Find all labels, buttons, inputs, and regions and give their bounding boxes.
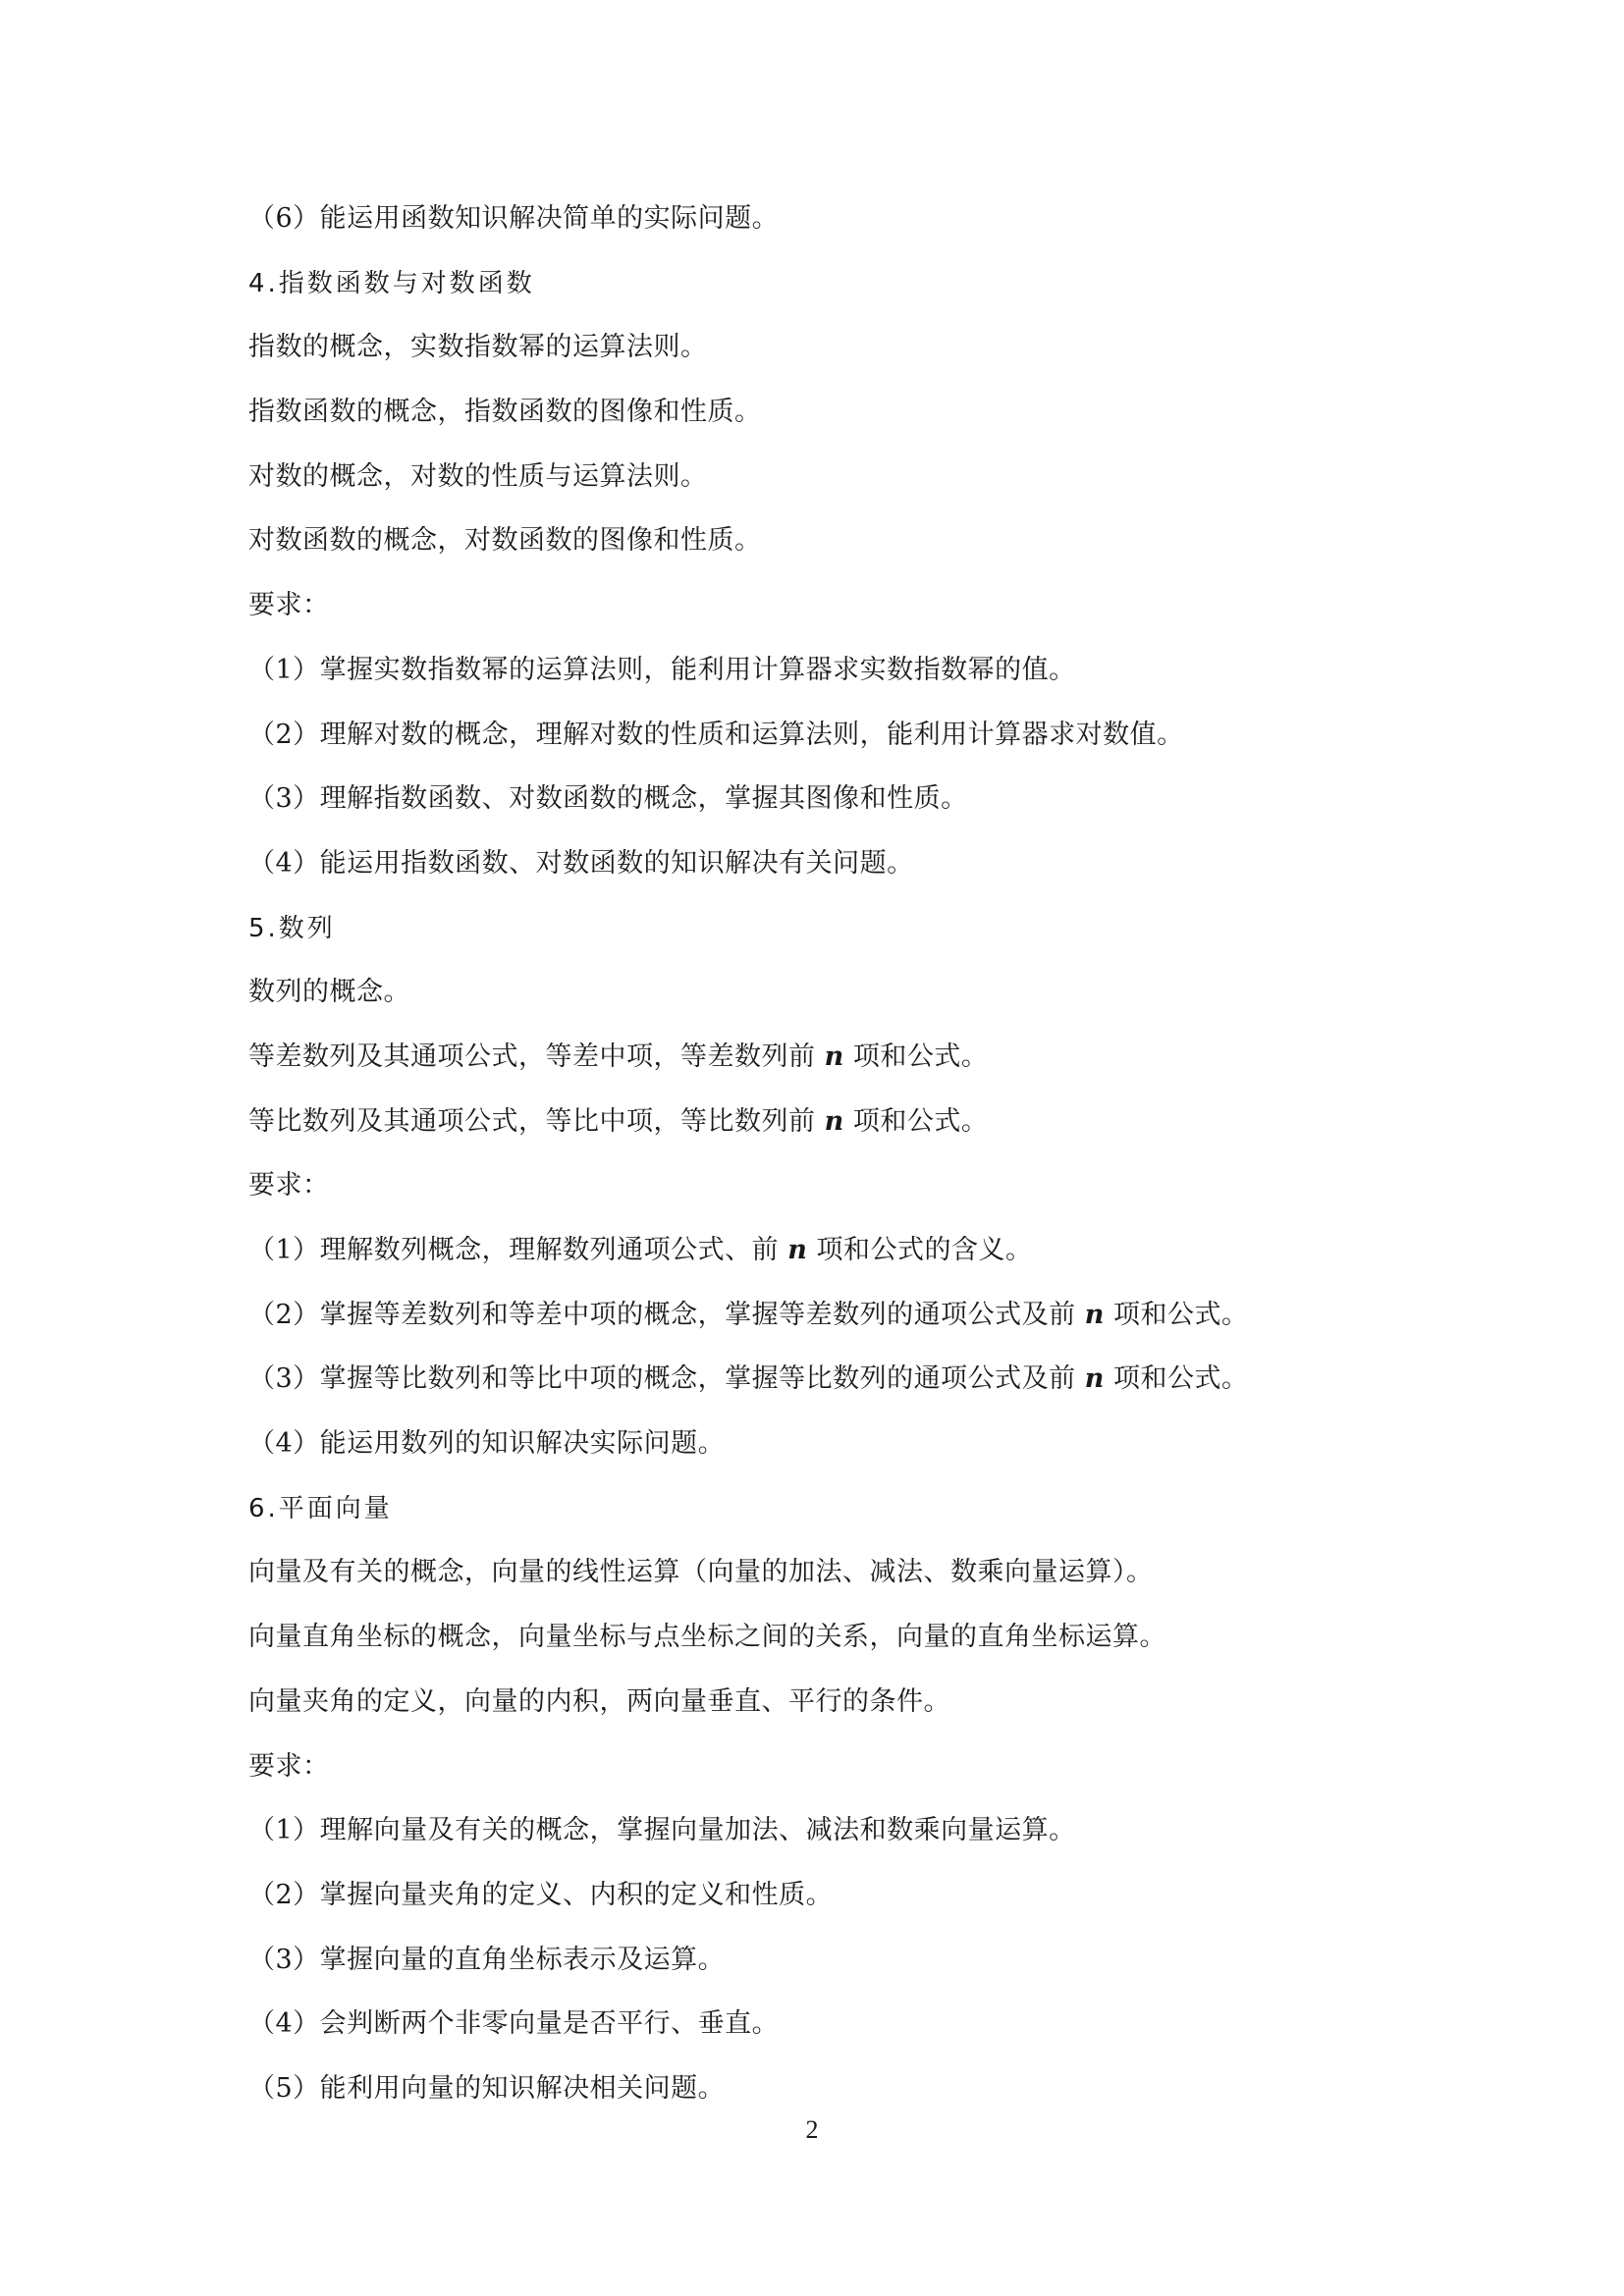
requirement-item	[248, 1301, 1407, 1330]
paragraph-line: 指数函数的概念，指数函数的图像和性质。	[248, 397, 762, 428]
requirement-item: （1）理解向量及有关的概念，掌握向量加法、减法和数乘向量运算。	[248, 1815, 1076, 1846]
page-number: 2	[805, 2115, 819, 2144]
requirement-item: （4）会判断两个非零向量是否平行、垂直。	[248, 2008, 780, 2040]
paragraph-line: 要求：	[248, 1170, 330, 1201]
line-text-after: 项和公式。	[1104, 1363, 1249, 1395]
paragraph-line: 对数函数的概念，对数函数的图像和性质。	[248, 525, 762, 557]
requirement-item: （2）掌握向量夹角的定义、内积的定义和性质。	[248, 1879, 834, 1910]
line-text-after: 项和公式的含义。	[807, 1235, 1033, 1265]
section-heading: 4.指数函数与对数函数	[248, 268, 535, 298]
requirement-item: （3）掌握向量的直角坐标表示及运算。	[248, 1944, 726, 1975]
math-variable: n	[824, 1105, 844, 1137]
line-text-after: 项和公式。	[1104, 1299, 1249, 1330]
math-variable: n	[1084, 1299, 1105, 1330]
paragraph-line: 对数的概念，对数的性质与运算法则。	[248, 460, 708, 492]
line-text-after: 项和公式。	[843, 1105, 989, 1137]
paragraph-line: 指数的概念，实数指数幂的运算法则。	[248, 332, 708, 363]
requirement-item: （4）能运用指数函数、对数函数的知识解决有关问题。	[248, 847, 914, 879]
paragraph-line	[248, 1042, 1407, 1072]
paragraph-line	[248, 1107, 1407, 1137]
section-heading: 5.数列	[248, 913, 336, 943]
requirement-item: （2）理解对数的概念，理解对数的性质和运算法则，能利用计算器求对数值。	[248, 719, 1184, 750]
line-text-before: 等比数列及其通项公式，等比中项，等比数列前	[248, 1105, 825, 1137]
requirement-item: （5）能利用向量的知识解决相关问题。	[248, 2072, 726, 2104]
requirement-item: （3）理解指数函数、对数函数的概念，掌握其图像和性质。	[248, 783, 968, 815]
requirement-item: （6）能运用函数知识解决简单的实际问题。	[248, 203, 780, 234]
line-text-before: 等差数列及其通项公式，等差中项，等差数列前	[248, 1041, 825, 1072]
paragraph-line: 要求：	[248, 590, 330, 621]
line-text-before: （2）掌握等差数列和等差中项的概念，掌握等差数列的通项公式及前	[248, 1299, 1085, 1330]
line-text-before: （3）掌握等比数列和等比中项的概念，掌握等比数列的通项公式及前	[248, 1363, 1085, 1395]
math-variable: n	[787, 1235, 808, 1265]
paragraph-line: 向量直角坐标的概念，向量坐标与点坐标之间的关系，向量的直角坐标运算。	[248, 1622, 1166, 1653]
paragraph-line: 要求：	[248, 1750, 330, 1782]
page-content	[248, 204, 1407, 2139]
requirement-item	[248, 1364, 1407, 1394]
section-heading: 6.平面向量	[248, 1493, 393, 1523]
paragraph-line: 数列的概念。	[248, 977, 410, 1008]
line-text-before: （1）理解数列概念，理解数列通项公式、前	[248, 1235, 788, 1265]
math-variable: n	[1084, 1363, 1105, 1395]
requirement-item	[248, 1236, 1407, 1265]
paragraph-line: 向量及有关的概念，向量的线性运算（向量的加法、减法、数乘向量运算）。	[248, 1557, 1154, 1588]
line-text-after: 项和公式。	[843, 1041, 989, 1072]
requirement-item: （1）掌握实数指数幂的运算法则，能利用计算器求实数指数幂的值。	[248, 654, 1076, 685]
requirement-item: （4）能运用数列的知识解决实际问题。	[248, 1428, 726, 1460]
math-variable: n	[824, 1041, 844, 1072]
paragraph-line: 向量夹角的定义，向量的内积，两向量垂直、平行的条件。	[248, 1685, 950, 1717]
